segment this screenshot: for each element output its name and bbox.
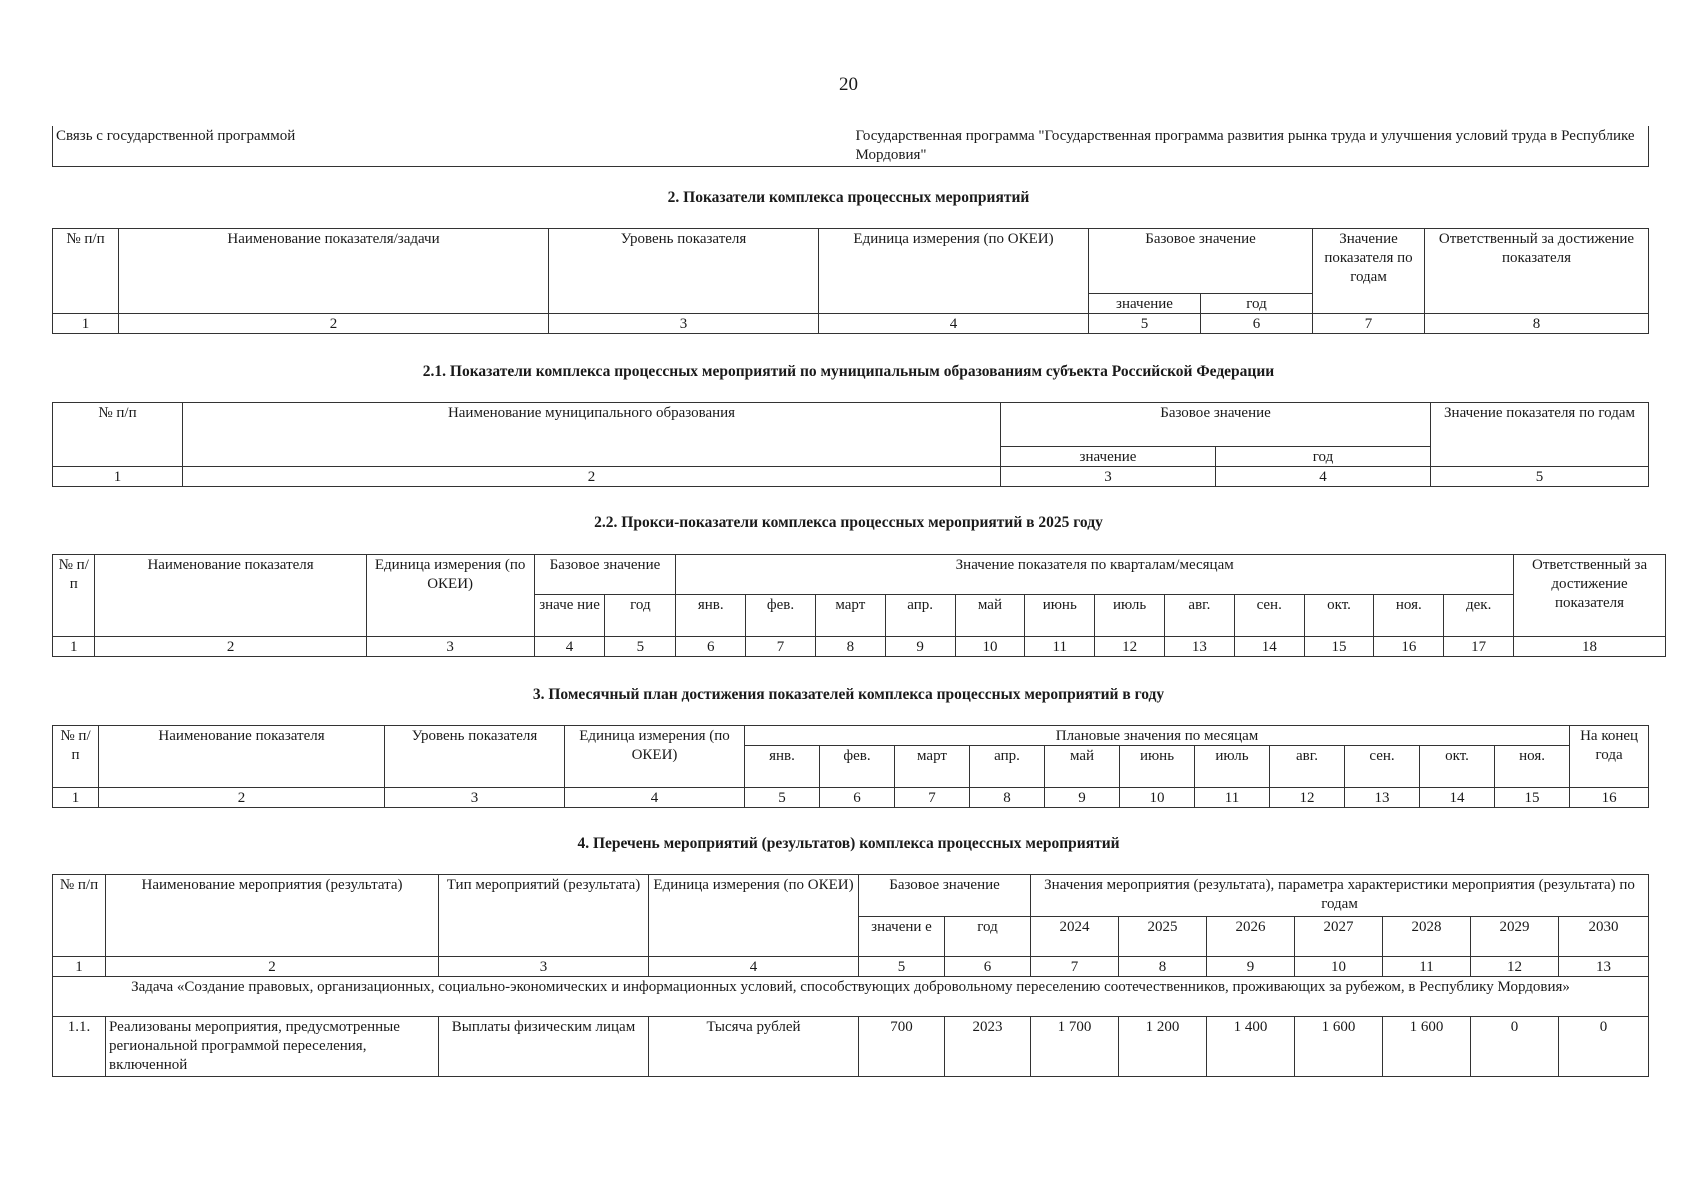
column-number: 1	[53, 467, 183, 487]
year-header: 2030	[1559, 917, 1649, 957]
year-header: 2029	[1471, 917, 1559, 957]
month-header: июнь	[1120, 746, 1195, 788]
row-name: Реализованы мероприятия, предусмотренные региональной программой переселения, включенной	[106, 1017, 439, 1077]
column-number: 8	[1425, 314, 1649, 334]
row-base-value: 700	[859, 1017, 945, 1077]
month-header: май	[1045, 746, 1120, 788]
column-number: 12	[1270, 788, 1345, 808]
column-number: 15	[1304, 637, 1374, 657]
header-name: Наименование показателя	[99, 726, 385, 788]
header-num: № п/ п	[53, 726, 99, 788]
month-header: сен.	[1234, 595, 1304, 637]
table-row	[53, 1017, 1649, 1077]
column-number: 2	[119, 314, 549, 334]
section-22-title: 2.2. Прокси-показатели комплекса процессных мероприятий в 2025 году	[594, 514, 1103, 531]
column-number: 5	[745, 788, 820, 808]
column-number: 17	[1444, 637, 1514, 657]
header-base-value: значение	[1001, 447, 1216, 467]
row-year-value: 1 200	[1119, 1017, 1207, 1077]
column-number: 13	[1559, 957, 1649, 977]
column-number: 14	[1234, 637, 1304, 657]
header-years-value: Значение показателя по годам	[1431, 403, 1649, 467]
column-number: 10	[1120, 788, 1195, 808]
column-number: 1	[53, 788, 99, 808]
section-4-title: 4. Перечень мероприятий (результатов) комплекса процессных мероприятий	[577, 835, 1120, 852]
section-3-table	[52, 725, 1649, 808]
section-2-table	[52, 228, 1649, 334]
month-header: авг.	[1270, 746, 1345, 788]
column-number: 5	[1431, 467, 1649, 487]
column-number: 4	[649, 957, 859, 977]
month-header: март	[815, 595, 885, 637]
header-name: Наименование показателя	[95, 555, 366, 637]
column-number: 2	[106, 957, 439, 977]
section-4-table	[52, 874, 1649, 1077]
column-number: 5	[1089, 314, 1201, 334]
section-21-table	[52, 402, 1649, 487]
header-base-value: значение	[1089, 294, 1201, 314]
month-header: июль	[1095, 595, 1165, 637]
row-year-value: 1 400	[1207, 1017, 1295, 1077]
header-base: Базовое значение	[859, 875, 1031, 917]
header-months-group: Плановые значения по месяцам	[745, 726, 1570, 746]
column-number: 11	[1383, 957, 1471, 977]
column-number: 8	[1119, 957, 1207, 977]
column-number: 1	[53, 957, 106, 977]
month-header: окт.	[1304, 595, 1374, 637]
header-base-value: значе ние	[534, 595, 605, 637]
month-header: сен.	[1345, 746, 1420, 788]
row-unit: Тысяча рублей	[649, 1017, 859, 1077]
program-connection-table	[52, 126, 1649, 167]
column-number: 14	[1420, 788, 1495, 808]
column-number: 18	[1514, 637, 1666, 657]
column-number: 6	[945, 957, 1031, 977]
column-number: 8	[970, 788, 1045, 808]
month-header: апр.	[970, 746, 1045, 788]
column-number: 16	[1374, 637, 1444, 657]
month-header: май	[955, 595, 1025, 637]
row-base-year: 2023	[945, 1017, 1031, 1077]
column-number: 9	[1045, 788, 1120, 808]
header-unit: Единица измерения (по ОКЕИ)	[649, 875, 859, 957]
column-number: 3	[366, 637, 534, 657]
header-num: № п/п	[53, 229, 119, 314]
month-header: ноя.	[1495, 746, 1570, 788]
column-number: 1	[53, 314, 119, 334]
column-numbers-row	[53, 788, 1649, 808]
column-number: 2	[99, 788, 385, 808]
year-header: 2025	[1119, 917, 1207, 957]
month-header: июнь	[1025, 595, 1095, 637]
column-numbers-row	[53, 957, 1649, 977]
column-number: 6	[1201, 314, 1313, 334]
header-base-year: год	[945, 917, 1031, 957]
year-header: 2026	[1207, 917, 1295, 957]
column-number: 13	[1164, 637, 1234, 657]
row-year-value: 1 700	[1031, 1017, 1119, 1077]
column-number: 1	[53, 637, 95, 657]
column-number: 11	[1025, 637, 1095, 657]
header-name: Наименование мероприятия (результата)	[106, 875, 439, 957]
column-number: 5	[859, 957, 945, 977]
month-header: фев.	[746, 595, 816, 637]
column-number: 15	[1495, 788, 1570, 808]
column-number: 9	[1207, 957, 1295, 977]
column-number: 11	[1195, 788, 1270, 808]
section-2-title: 2. Показатели комплекса процессных мероприятий	[667, 189, 1030, 206]
column-number: 5	[605, 637, 676, 657]
header-years-value: Значение показателя по годам	[1313, 229, 1425, 314]
column-number: 10	[955, 637, 1025, 657]
header-base: Базовое значение	[534, 555, 676, 595]
month-header: март	[895, 746, 970, 788]
column-number: 4	[819, 314, 1089, 334]
header-base-year: год	[1216, 447, 1431, 467]
row-type: Выплаты физическим лицам	[439, 1017, 649, 1077]
column-number: 9	[885, 637, 955, 657]
header-name: Наименование показателя/задачи	[119, 229, 549, 314]
column-number: 12	[1095, 637, 1165, 657]
header-num: № п/п	[53, 875, 106, 957]
column-numbers-row	[53, 467, 1649, 487]
header-level: Уровень показателя	[385, 726, 565, 788]
header-base-value: значени е	[859, 917, 945, 957]
column-number: 8	[815, 637, 885, 657]
task-row: Задача «Создание правовых, организационных, социально-экономических и информационных условий, способствующих добровольному переселению соотечественников, проживающих за рубежом, в Республику Мордовия»	[53, 977, 1649, 1017]
year-header: 2027	[1295, 917, 1383, 957]
column-numbers-row	[53, 314, 1649, 334]
column-number: 7	[746, 637, 816, 657]
row-year-value: 1 600	[1295, 1017, 1383, 1077]
column-number: 2	[183, 467, 1001, 487]
column-number: 3	[439, 957, 649, 977]
header-base: Базовое значение	[1001, 403, 1431, 447]
program-connection-label: Связь с государственной программой	[53, 126, 853, 167]
column-number: 2	[95, 637, 366, 657]
row-num: 1.1.	[53, 1017, 106, 1077]
year-header: 2028	[1383, 917, 1471, 957]
header-unit: Единица измерения (по ОКЕИ)	[366, 555, 534, 637]
header-responsible: Ответственный за достижение показателя	[1514, 555, 1666, 637]
month-header: янв.	[745, 746, 820, 788]
header-level: Уровень показателя	[549, 229, 819, 314]
header-num: № п/ п	[53, 555, 95, 637]
header-unit: Единица измерения (по ОКЕИ)	[819, 229, 1089, 314]
column-number: 4	[565, 788, 745, 808]
header-years-group: Значения мероприятия (результата), параметра характеристики мероприятия (результата) по годам	[1031, 875, 1649, 917]
header-type: Тип мероприятий (результата)	[439, 875, 649, 957]
month-header: дек.	[1444, 595, 1514, 637]
header-unit: Единица измерения (по ОКЕИ)	[565, 726, 745, 788]
column-number: 6	[676, 637, 746, 657]
section-21-title: 2.1. Показатели комплекса процессных мероприятий по муниципальным образованиям субъекта Российской Федерации	[422, 363, 1275, 380]
column-numbers-row	[53, 637, 1666, 657]
page-number: 20	[839, 74, 858, 95]
column-number: 3	[549, 314, 819, 334]
month-header: июль	[1195, 746, 1270, 788]
column-number: 10	[1295, 957, 1383, 977]
column-number: 16	[1570, 788, 1649, 808]
header-base: Базовое значение	[1089, 229, 1313, 294]
column-number: 13	[1345, 788, 1420, 808]
header-municipality: Наименование муниципального образования	[183, 403, 1001, 467]
header-base-year: год	[605, 595, 676, 637]
month-header: ноя.	[1374, 595, 1444, 637]
row-year-value: 1 600	[1383, 1017, 1471, 1077]
section-22-table	[52, 554, 1666, 657]
column-number: 7	[1031, 957, 1119, 977]
column-number: 6	[820, 788, 895, 808]
section-3-title: 3. Помесячный план достижения показателей комплекса процессных мероприятий в году	[532, 686, 1165, 703]
column-number: 7	[895, 788, 970, 808]
month-header: янв.	[676, 595, 746, 637]
header-months-group: Значение показателя по кварталам/месяцам	[676, 555, 1514, 595]
header-num: № п/п	[53, 403, 183, 467]
column-number: 4	[534, 637, 605, 657]
header-base-year: год	[1201, 294, 1313, 314]
column-number: 12	[1471, 957, 1559, 977]
program-connection-value: Государственная программа "Государственная программа развития рынка труда и улучшения условий труда в Республике Мордовия"	[853, 126, 1649, 167]
header-end-of-year: На конец года	[1570, 726, 1649, 788]
month-header: окт.	[1420, 746, 1495, 788]
year-header: 2024	[1031, 917, 1119, 957]
row-year-value: 0	[1471, 1017, 1559, 1077]
column-number: 4	[1216, 467, 1431, 487]
column-number: 7	[1313, 314, 1425, 334]
month-header: фев.	[820, 746, 895, 788]
column-number: 3	[385, 788, 565, 808]
month-header: апр.	[885, 595, 955, 637]
month-header: авг.	[1164, 595, 1234, 637]
header-responsible: Ответственный за достижение показателя	[1425, 229, 1649, 314]
column-number: 3	[1001, 467, 1216, 487]
row-year-value: 0	[1559, 1017, 1649, 1077]
